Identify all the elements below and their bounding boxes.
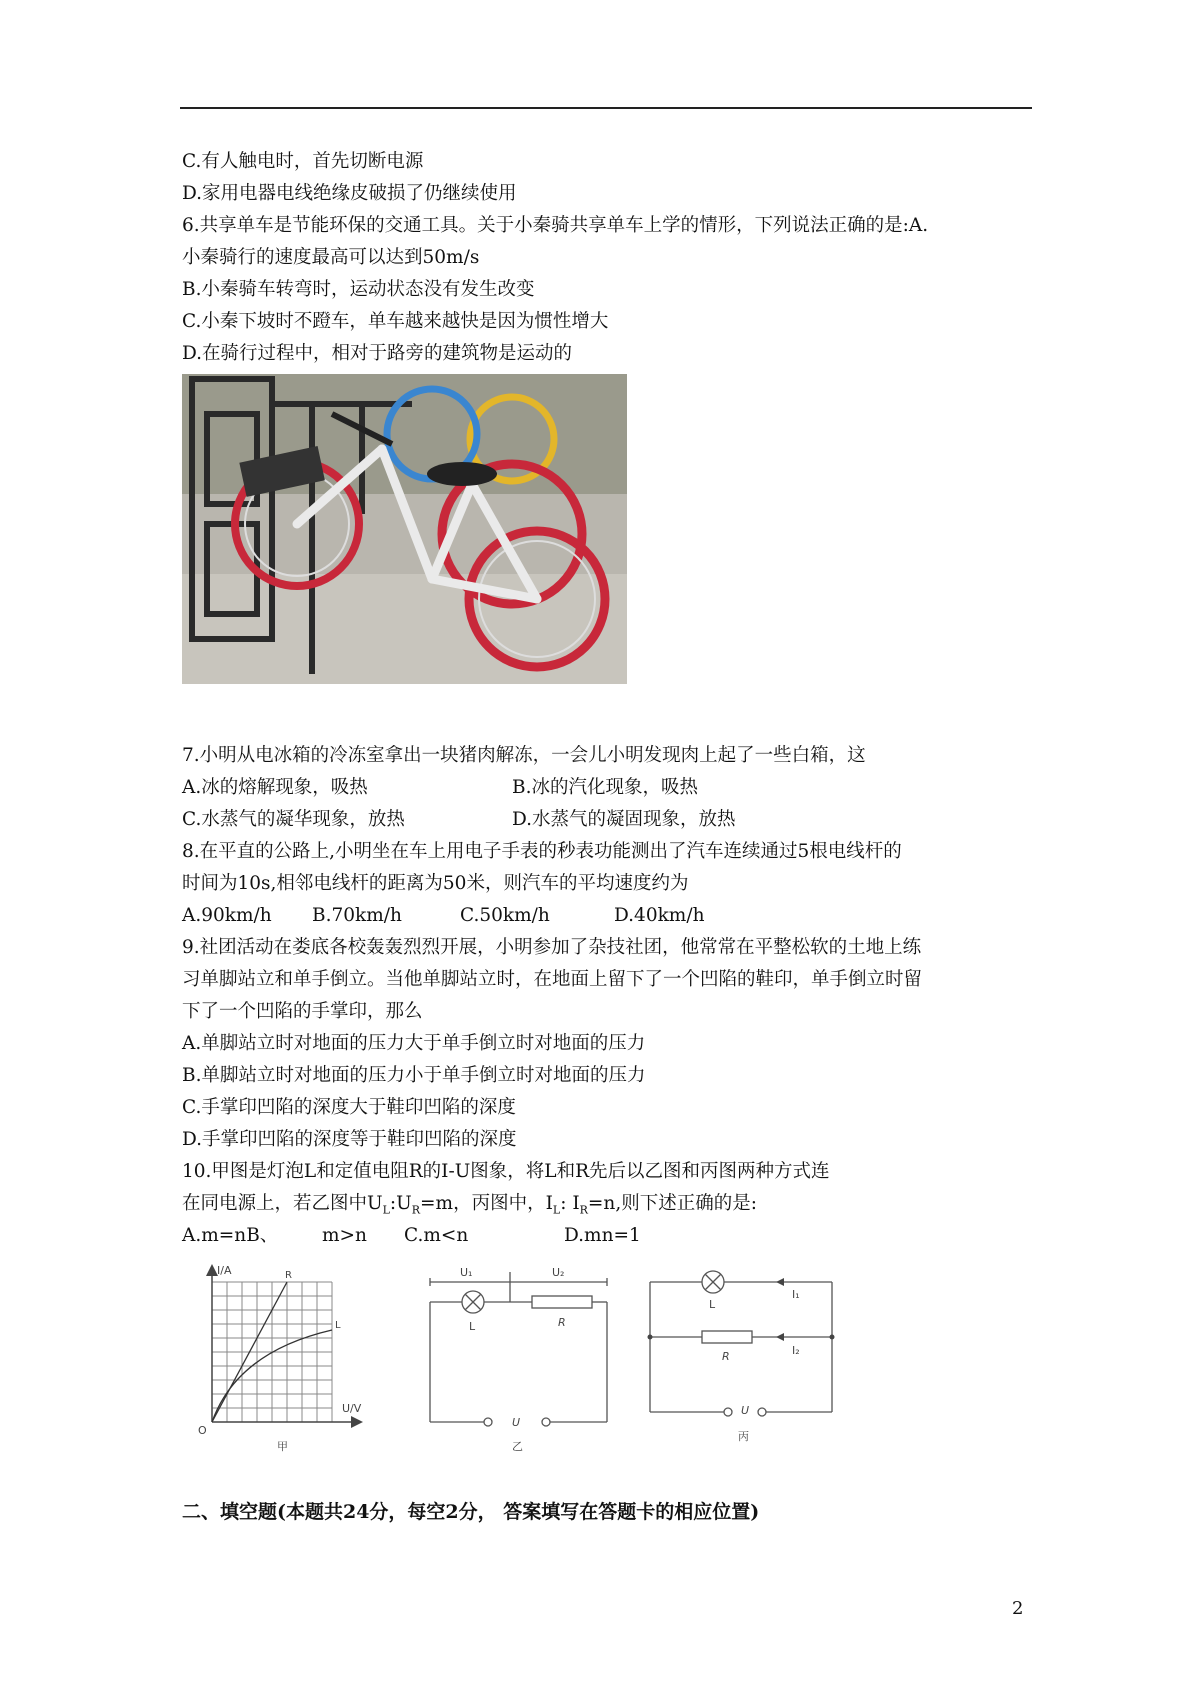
svg-text:甲: 甲 (277, 1440, 288, 1453)
series-circuit-figure (422, 1262, 622, 1467)
q6-stem-2: 小秦骑行的速度最高可以达到50m/s (182, 247, 480, 268)
svg-text:U₂: U₂ (552, 1266, 565, 1279)
svg-text:L: L (709, 1298, 716, 1311)
q7-option-d: D.水蒸气的凝固现象，放热 (512, 809, 736, 830)
q8-options (182, 900, 1032, 932)
q10-stem-1: 10.甲图是灯泡L和定值电阻R的I-U图象，将L和R先后以乙图和丙图两种方式连 (182, 1161, 830, 1182)
section-heading-fill-in: 二、填空题(本题共24分，每空2分， 答案填写在答题卡的相应位置) (182, 1501, 760, 1523)
q7-option-c: C.水蒸气的凝华现象，放热 (182, 809, 405, 830)
svg-text:R: R (722, 1350, 730, 1363)
q7-options-ab (182, 772, 1032, 804)
q6-option-c: C.小秦下坡时不蹬车，单车越来越快是因为惯性增大 (182, 311, 609, 332)
q9-stem-2: 习单脚站立和单手倒立。当他单脚站立时，在地面上留下了一个凹陷的鞋印，单手倒立时留 (182, 969, 923, 990)
svg-text:I₂: I₂ (792, 1344, 800, 1357)
bicycle-photo (182, 374, 627, 684)
svg-text:I₁: I₁ (792, 1288, 800, 1301)
q9-option-b: B.单脚站立时对地面的压力小于单手倒立时对地面的压力 (182, 1065, 646, 1086)
svg-text:O: O (198, 1424, 207, 1437)
q10-option-b: m>n (322, 1225, 367, 1246)
iu-graph-figure (192, 1262, 367, 1467)
q7-option-a: A.冰的熔解现象，吸热 (182, 777, 368, 798)
q9-option-d: D.手掌印凹陷的深度等于鞋印凹陷的深度 (182, 1129, 517, 1150)
q8-option-d: D.40km/h (614, 905, 705, 926)
q9-stem-1: 9.社团活动在娄底各校轰轰烈烈开展，小明参加了杂技社团，他常常在平整松软的土地上练 (182, 937, 922, 958)
page-number: 2 (1012, 1598, 1024, 1619)
header-rule (180, 107, 1032, 109)
q5-option-c: C.有人触电时，首先切断电源 (182, 151, 424, 172)
svg-text:L: L (469, 1320, 476, 1333)
q10-options (182, 1220, 1032, 1252)
svg-text:U: U (741, 1404, 750, 1417)
q5-option-d: D.家用电器电线绝缘皮破损了仍继续使用 (182, 183, 517, 204)
resistor-r-series (532, 1296, 592, 1308)
q8-option-a: A.90km/h (182, 905, 272, 926)
q9-option-a: A.单脚站立时对地面的压力大于单手倒立时对地面的压力 (182, 1033, 646, 1054)
q7-option-b: B.冰的汽化现象，吸热 (512, 777, 698, 798)
svg-text:U₁: U₁ (460, 1266, 473, 1279)
q7-options-cd (182, 804, 1032, 836)
q10-figures (182, 1262, 1032, 1482)
svg-text:I/A: I/A (217, 1264, 232, 1277)
svg-text:U/V: U/V (342, 1402, 362, 1415)
document-body (182, 146, 1032, 1482)
svg-text:乙: 乙 (512, 1440, 523, 1453)
svg-text:L: L (335, 1320, 341, 1331)
svg-text:R: R (285, 1270, 292, 1281)
q6-option-d: D.在骑行过程中，相对于路旁的建筑物是运动的 (182, 343, 573, 364)
q8-stem-2: 时间为10s,相邻电线杆的距离为50米，则汽车的平均速度约为 (182, 873, 689, 894)
q10-option-c: C.m<n (404, 1225, 469, 1246)
q10-option-d: D.mn=1 (564, 1225, 641, 1246)
q6-stem-1: 6.共享单车是节能环保的交通工具。关于小秦骑共享单车上学的情形，下列说法正确的是:A. (182, 215, 929, 236)
svg-text:R: R (558, 1316, 566, 1329)
svg-text:丙: 丙 (738, 1430, 749, 1443)
q6-option-b: B.小秦骑车转弯时，运动状态没有发生改变 (182, 279, 535, 300)
q10-option-a: A.m=nB、 (182, 1225, 279, 1246)
q8-stem-1: 8.在平直的公路上,小明坐在车上用电子手表的秒表功能测出了汽车连续通过5根电线杆的 (182, 841, 902, 862)
q8-option-c: C.50km/h (460, 905, 550, 926)
q7-stem: 7.小明从电冰箱的冷冻室拿出一块猪肉解冻，一会儿小明发现肉上起了一些白箱，这 (182, 745, 866, 766)
parallel-circuit-figure (642, 1262, 842, 1467)
svg-text:U: U (512, 1416, 521, 1429)
q9-stem-3: 下了一个凹陷的手掌印，那么 (182, 1001, 423, 1022)
q10-stem-2: 在同电源上，若乙图中$U_L:U_R=m$，丙图中，$I_L$: $I_R=n$,则下述正确的是: (182, 1193, 757, 1217)
q8-option-b: B.70km/h (312, 905, 402, 926)
resistor-r-parallel (702, 1331, 752, 1343)
q9-option-c: C.手掌印凹陷的深度大于鞋印凹陷的深度 (182, 1097, 516, 1118)
